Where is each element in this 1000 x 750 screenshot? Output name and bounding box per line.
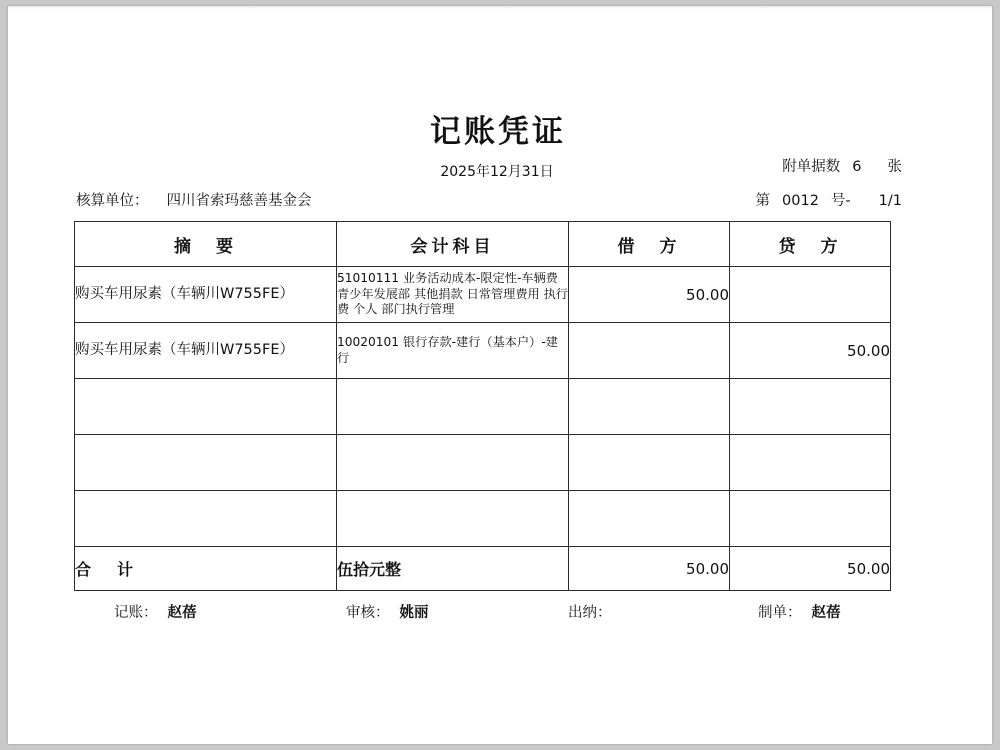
table-row	[75, 267, 891, 323]
total-amount-words: 伍拾元整	[337, 547, 569, 591]
org-and-number-row	[68, 189, 908, 213]
cell-subject	[337, 435, 569, 491]
page-title: 记账凭证	[430, 114, 566, 150]
signature-label: 记账：	[114, 605, 158, 621]
cell-subject	[337, 491, 569, 547]
table-row	[75, 379, 891, 435]
voucher-no-label: 第	[755, 193, 771, 209]
cell-credit: 50.00	[730, 323, 891, 379]
cell-subject: 10020101 银行存款-建行（基本户）-建行	[337, 323, 569, 379]
cell-abstract: 购买车用尿素（车辆川W755FE）	[75, 323, 337, 379]
voucher	[68, 106, 908, 625]
cell-abstract	[75, 435, 337, 491]
total-credit: 50.00	[730, 547, 891, 591]
signature-name: 赵蓓	[811, 605, 841, 621]
cell-credit	[730, 435, 891, 491]
signature-preparer	[758, 601, 841, 622]
total-label: 合 计	[75, 547, 337, 591]
attachment-count: 6	[852, 159, 862, 175]
table-header-row	[75, 222, 891, 267]
cell-subject: 51010111 业务活动成本-限定性-车辆费 青少年发展部 其他捐款 日常管理费用 执行费 个人 部门执行管理	[337, 267, 569, 323]
cell-subject	[337, 379, 569, 435]
attachment-unit: 张	[887, 159, 902, 175]
signature-row	[68, 601, 908, 625]
signature-name: 赵蓓	[167, 605, 197, 621]
voucher-no-value: 0012	[782, 193, 819, 209]
cell-debit: 50.00	[569, 267, 730, 323]
table-row	[75, 491, 891, 547]
scanned-page	[8, 6, 992, 744]
header-subject: 会计科目	[337, 222, 569, 267]
voucher-number-group	[756, 189, 902, 210]
signature-bookkeeper	[114, 601, 197, 622]
cell-credit	[730, 379, 891, 435]
attachment-label: 附单据数	[782, 159, 841, 175]
signature-name: 姚丽	[399, 605, 429, 621]
cell-debit	[569, 323, 730, 379]
cell-abstract	[75, 491, 337, 547]
signature-label: 制单：	[758, 605, 802, 621]
voucher-date: 2025年12月31日	[440, 164, 554, 180]
cell-debit	[569, 435, 730, 491]
cell-credit	[730, 491, 891, 547]
cell-debit	[569, 491, 730, 547]
signature-label: 出纳：	[568, 605, 612, 621]
cell-abstract: 购买车用尿素（车辆川W755FE）	[75, 267, 337, 323]
header-credit: 贷 方	[730, 222, 891, 267]
signature-auditor	[346, 601, 429, 622]
cell-credit	[730, 267, 891, 323]
attachment-meta	[68, 155, 908, 177]
signature-label: 审核：	[346, 605, 390, 621]
voucher-table	[74, 221, 891, 591]
signature-name	[612, 605, 622, 621]
org-group	[76, 189, 312, 210]
org-label: 核算单位：	[76, 193, 149, 209]
table-row	[75, 435, 891, 491]
attachment-count-group	[782, 155, 902, 176]
header-abstract: 摘 要	[75, 222, 337, 267]
cell-abstract	[75, 379, 337, 435]
signature-cashier	[568, 601, 622, 622]
header-debit: 借 方	[569, 222, 730, 267]
total-debit: 50.00	[569, 547, 730, 591]
org-name: 四川省索玛慈善基金会	[166, 193, 312, 209]
table-total-row	[75, 547, 891, 591]
cell-debit	[569, 379, 730, 435]
table-row	[75, 323, 891, 379]
page-indicator: 1/1	[878, 193, 902, 209]
voucher-no-suffix: 号-	[830, 193, 851, 209]
